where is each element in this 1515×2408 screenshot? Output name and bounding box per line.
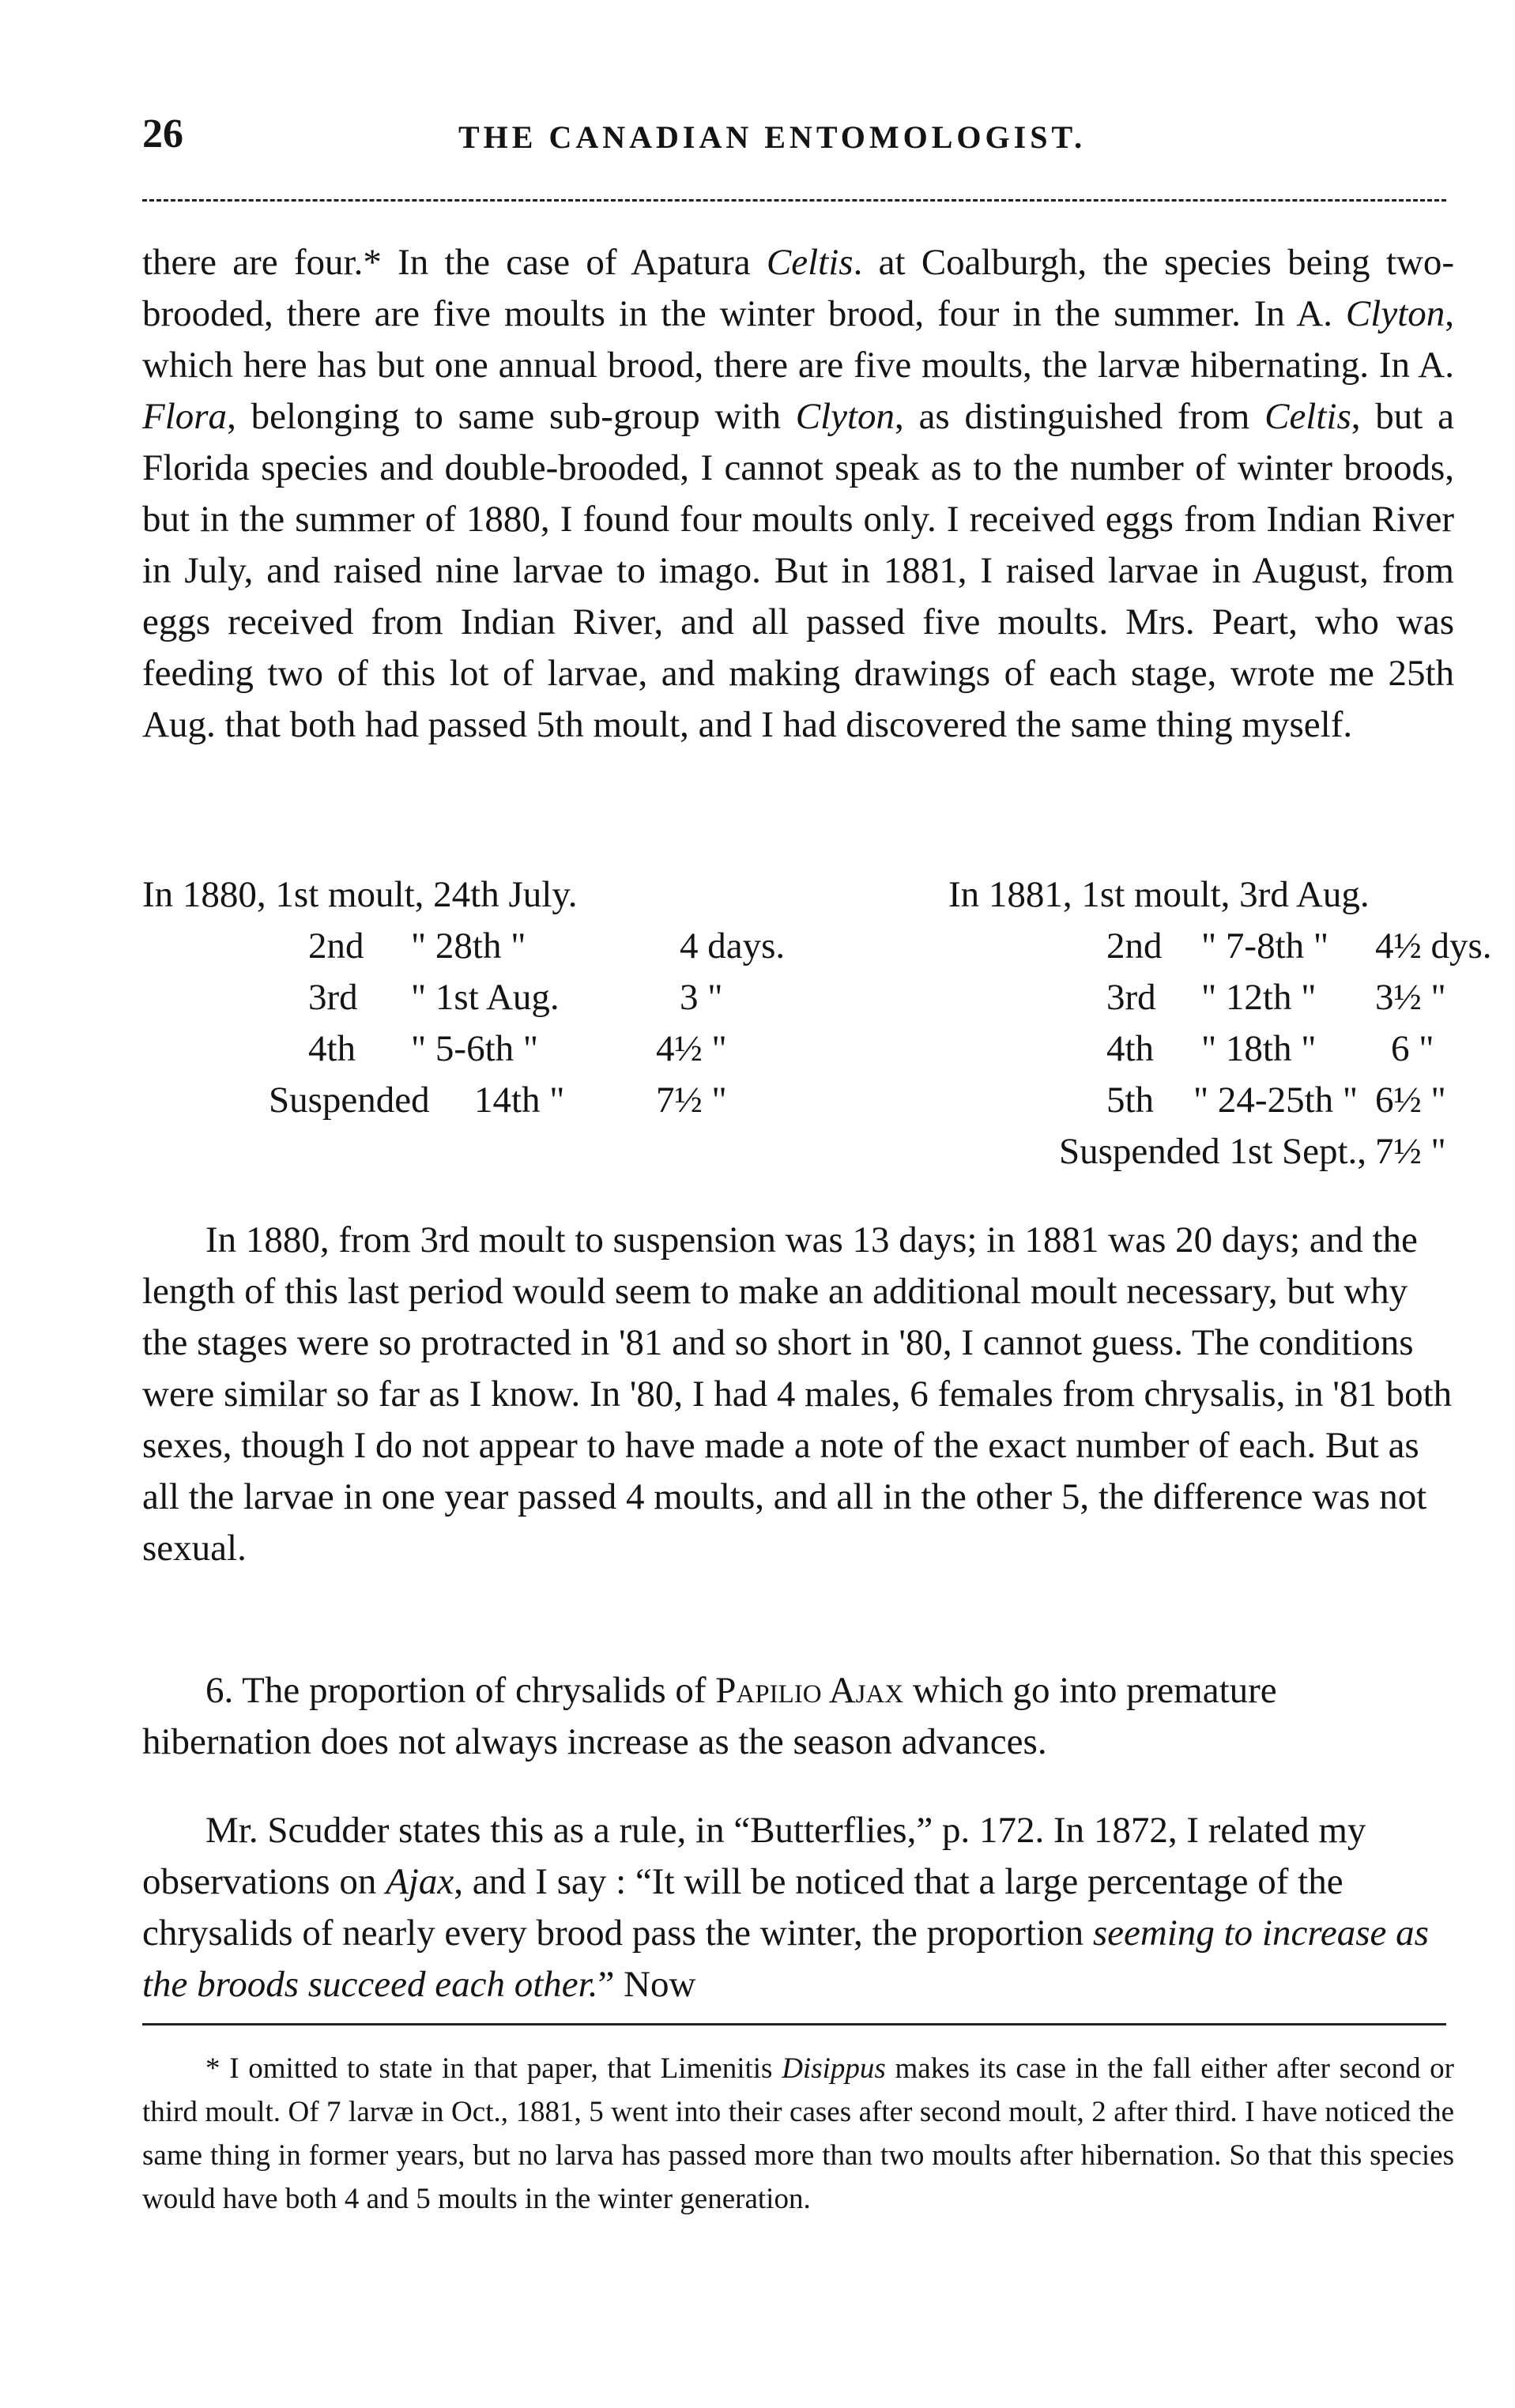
table-row: 2nd " 28th " 4 days.: [308, 925, 786, 967]
table-row: 2nd " 7-8th " 4½ dys.: [1106, 925, 1492, 967]
section-6-heading-paragraph: 6. The proportion of chrysalids of Papilio Ajax which go into premature hibernation does not always increase as the season advances.: [142, 1670, 1277, 1762]
table-row: 5th " 24-25th " 6½ ": [1106, 1080, 1446, 1121]
table-row: Suspended 14th " 7½ ": [269, 1080, 727, 1121]
header-rule: [142, 199, 1446, 202]
table-row: 4th " 5-6th " 4½ ": [308, 1028, 727, 1069]
page-header: [142, 111, 1446, 174]
footnote-text: * I omitted to state in that paper, that Limenitis Disippus makes its case in the fall either after second or third moult. Of 7 larvæ in Oct., 1881, 5 went into their cases after second moult, 2 after third. I have noticed the same thing in former years, but no larva has passed more than two moults after hibernation. So that this species would have both 4 and 5 moults in the winter generation.: [142, 2052, 1454, 2215]
section-6-body-paragraph: Mr. Scudder states this as a rule, in “Butterflies,” p. 172. In 1872, I related my observations on Ajax, and I say : “It will be noticed that a large percentage of the chrysalids of nearly every brood pass the winter, the proportion seeming to increase as the broods succeed each other.” Now: [142, 1810, 1429, 2005]
section-6: [142, 1628, 1454, 2048]
table-row: In 1880, 1st moult, 24th July.: [142, 874, 578, 915]
intro-paragraph: there are four.* In the case of Apatura Celtis. at Coalburgh, the species being two-brooded, there are five moults in the winter brood, four in the summer. In A. Clyton, which here has but one annual brood, there are five moults, the larvæ hibernating. In A. Flora, belonging to same sub-group with Clyton, as distinguished from Celtis, but a Florida species and double-brooded, I cannot speak as to the number of winter broods, but in the summer of 1880, I found four moults only. I received eggs from Indian River in July, and raised nine larvae to imago. But in 1881, I raised larvae in August, from eggs received from Indian River, and all passed five moults. Mrs. Peart, who was feeding two of this lot of larvae, and making drawings of each stage, wrote me 25th Aug. that both had passed 5th moult, and I had discovered the same thing myself.: [142, 242, 1454, 745]
footnote-rule: [142, 2023, 1446, 2026]
moult-column-1881: [806, 869, 1492, 1178]
table-row: 4th " 18th " 6 ": [1106, 1028, 1434, 1069]
footnote: [142, 2047, 1454, 2221]
analysis-paragraph: In 1880, from 3rd moult to suspension was 13 days; in 1881 was 20 days; and the length of this last period would seem to make an additional moult necessary, but why the stages were so protracted in '81 and so short in '80, I cannot guess. The conditions were similar so far as I know. In '80, I had 4 males, 6 females from chrysalis, in '81 both sexes, though I do not appear to have made a note of the exact number of each. But as all the larvae in one year passed 4 moults, and all in the other 5, the difference was not sexual.: [142, 1219, 1453, 1569]
running-title: THE CANADIAN ENTOMOLOGIST.: [458, 119, 1087, 155]
intro-text: [142, 237, 1454, 751]
moult-column-1880: [142, 869, 822, 1126]
table-row: 3rd " 12th " 3½ ": [1106, 977, 1446, 1018]
table-row: Suspended 1st Sept., 7½ ": [1059, 1131, 1446, 1172]
analysis-text: [142, 1178, 1454, 1611]
table-row: 3rd " 1st Aug. 3 ": [308, 977, 723, 1018]
page-number: 26: [142, 111, 183, 156]
table-row: In 1881, 1st moult, 3rd Aug.: [948, 874, 1370, 915]
